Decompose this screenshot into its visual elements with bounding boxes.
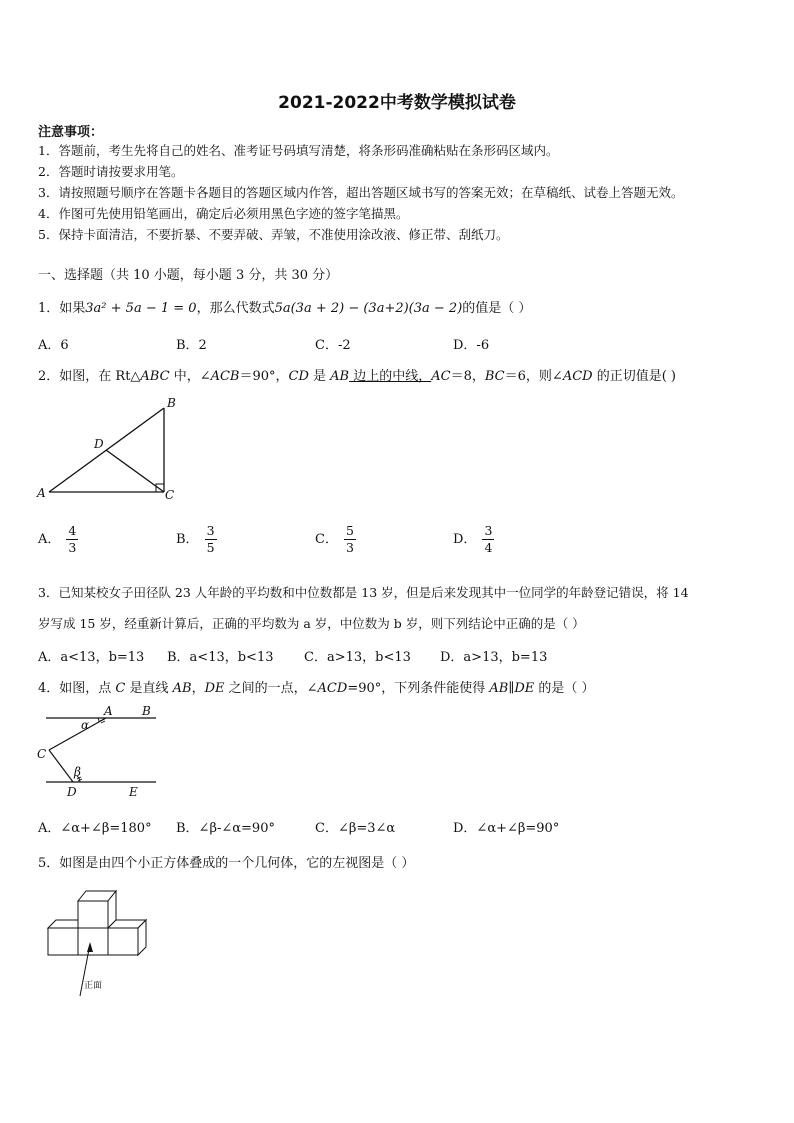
option-letter: A．	[38, 532, 61, 547]
q2-segment: AB	[330, 369, 350, 384]
q4-text: ，	[191, 681, 205, 696]
q4-label-c: C	[37, 747, 47, 761]
option-letter: C．	[315, 532, 338, 547]
fraction	[205, 523, 217, 556]
q2-text: ＝6，则∠	[504, 369, 563, 384]
q5-cube-front-face	[48, 928, 78, 955]
q4-label-b: B	[142, 704, 151, 718]
note-item: 1．答题前，考生先将自己的姓名、准考证号码填写清楚，将条形码准确粘贴在条形码区域内。	[38, 143, 559, 158]
option-letter: D．	[453, 532, 477, 547]
q4-text: =90°，下列条件能使得	[347, 681, 490, 696]
q1-condition: 3a² + 5a − 1 = 0	[85, 301, 197, 316]
question-1	[38, 297, 531, 316]
q2-text: 边上的中线，	[349, 369, 432, 384]
q2-text: ＝90°，	[239, 369, 289, 384]
q4-parallel: AB∥DE	[489, 681, 535, 696]
q4-tick	[101, 721, 105, 723]
note-item: 3．请按照题号顺序在答题卡各题目的答题区域内作答，超出答题区域书写的答案无效；在草稿纸、试卷上答题无效。	[38, 185, 684, 200]
denominator: 4	[484, 540, 493, 555]
q5-cube-front-face	[78, 928, 108, 955]
q4-text: 4．如图，点	[38, 681, 116, 696]
q1-option-a: A．6	[38, 338, 69, 353]
note-item: 4．作图可先使用铅笔画出，确定后必须用黑色字迹的签字笔描黑。	[38, 206, 409, 221]
numerator: 4	[68, 523, 77, 538]
page-title: 2021-2022中考数学模拟试卷	[278, 93, 516, 113]
q2-label-c: C	[165, 488, 175, 502]
q2-label-b: B	[167, 396, 176, 410]
q4-label-beta: β	[74, 765, 81, 779]
q4-point: C	[115, 681, 126, 696]
numerator: 3	[484, 523, 493, 538]
q4-parallel-figure	[34, 702, 164, 800]
note-item: 2．答题时请按要求用笔。	[38, 164, 184, 179]
note-item: 5．保持卡面清洁，不要折暴、不要弄破、弄皱，不准使用涂改液、修正带、刮纸刀。	[38, 227, 509, 242]
question-4	[38, 677, 595, 696]
q5-cube-front-face	[108, 928, 138, 955]
question-3-line-2: 岁写成 15 岁，经重新计算后，正确的平均数为 a 岁，中位数为 b 岁，则下列结论中正确的是（ ）	[38, 616, 585, 631]
q5-front-label: 正面	[84, 981, 103, 991]
q2-text: 是	[308, 369, 331, 384]
q5-cube-front-face	[78, 901, 108, 928]
q1-expression: 5a(3a + 2) − (3a+2)(3a − 2)	[274, 301, 463, 316]
question-3-line-1: 3．已知某校女子田径队 23 人年龄的平均数和中位数都是 13 岁，但是后来发现其中一位同学的年龄登记错误，将 14	[38, 585, 689, 600]
q5-cube-top-face	[48, 920, 78, 928]
q5-cubes-figure	[40, 884, 160, 1000]
q1-post: 的值是（ ）	[462, 301, 532, 316]
q4-label-d: D	[67, 785, 77, 799]
q4-angle: ACD	[317, 681, 348, 696]
fraction	[66, 523, 78, 556]
q1-pre: 1．如果	[38, 301, 86, 316]
q3-option-c: C．a>13，b<13	[304, 650, 411, 665]
numerator: 5	[345, 523, 354, 538]
q4-text: 的是（ ）	[534, 681, 595, 696]
q2-segment: BC	[484, 369, 505, 384]
question-5: 5．如图是由四个小正方体叠成的一个几何体，它的左视图是（ ）	[38, 856, 415, 871]
notes-heading: 注意事项：	[38, 125, 104, 140]
q2-angle: ACD	[562, 369, 593, 384]
q1-mid: ，那么代数式	[196, 301, 275, 316]
q2-option-c	[315, 523, 356, 556]
denominator: 3	[345, 540, 354, 555]
fraction	[482, 523, 494, 556]
q4-label-a: A	[104, 704, 113, 718]
option-letter: B．	[176, 532, 199, 547]
q3-option-a: A．a<13，b=13	[38, 650, 145, 665]
q4-text: 之间的一点，∠	[224, 681, 318, 696]
q1-option-c: C．-2	[315, 338, 351, 353]
q2-text: ＝8，	[450, 369, 485, 384]
q4-option-d: D．∠α+∠β=90°	[453, 821, 560, 836]
denominator: 5	[206, 540, 215, 555]
q2-option-d	[453, 523, 494, 556]
q4-option-c: C．∠β=3∠α	[315, 821, 396, 836]
q4-line: DE	[204, 681, 225, 696]
q4-label-e: E	[129, 785, 138, 799]
q1-option-b: B．2	[176, 338, 207, 353]
q2-text: 2．如图，在 Rt△	[38, 369, 141, 384]
q2-option-b	[176, 523, 217, 556]
q4-option-a: A．∠α+∠β=180°	[38, 821, 152, 836]
q3-option-b: B．a<13，b<13	[167, 650, 274, 665]
q4-label-alpha: α	[81, 718, 90, 732]
q2-text: 中，∠	[169, 369, 211, 384]
q2-segment: CD	[288, 369, 309, 384]
q4-text: 是直线	[125, 681, 173, 696]
question-2	[38, 365, 676, 384]
q2-option-a	[38, 523, 78, 556]
section-heading: 一、选择题（共 10 小题，每小题 3 分，共 30 分）	[38, 268, 339, 283]
q2-median-cd	[106, 450, 164, 492]
q2-segment: AC	[431, 369, 451, 384]
numerator: 3	[206, 523, 215, 538]
q3-option-d: D．a>13，b=13	[440, 650, 548, 665]
q4-line: AB	[172, 681, 192, 696]
q2-angle: ACB	[210, 369, 240, 384]
fraction	[344, 523, 356, 556]
q4-segment-cd	[49, 750, 73, 782]
q2-triangle-figure	[34, 394, 184, 506]
q2-triangle: ABC	[140, 369, 170, 384]
q2-label-d: D	[94, 437, 104, 451]
q2-label-a: A	[37, 486, 46, 500]
q2-text: 的正切值是( )	[592, 369, 676, 384]
q4-segment-ca	[49, 718, 106, 750]
q1-option-d: D．-6	[453, 338, 490, 353]
denominator: 3	[68, 540, 77, 555]
q4-option-b: B．∠β-∠α=90°	[176, 821, 275, 836]
